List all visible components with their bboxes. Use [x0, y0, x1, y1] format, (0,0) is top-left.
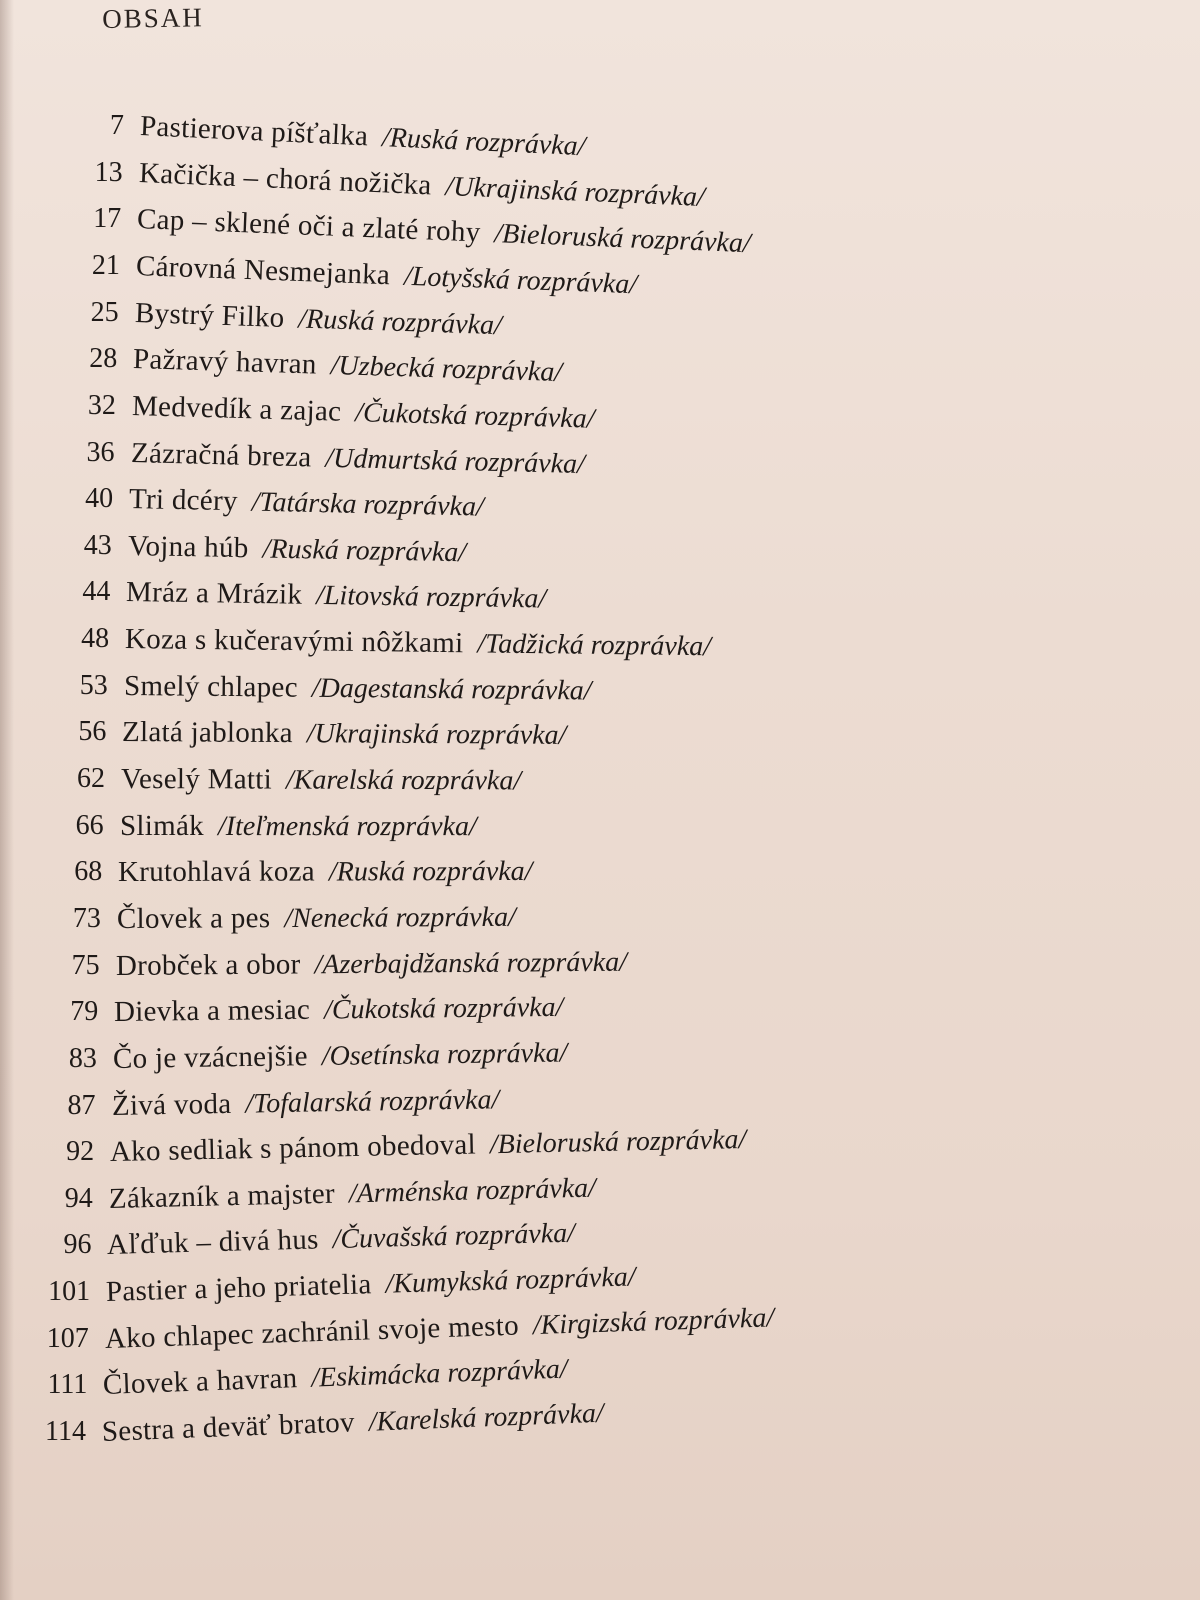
toc-title: Veselý Matti: [120, 763, 273, 796]
toc-page-number: 25: [90, 296, 119, 328]
toc-entry-line: [118, 851, 533, 897]
toc-title: Čo je vzácnejšie: [112, 1040, 308, 1075]
toc-origin: /Azerbajdžanská rozprávka/: [313, 946, 627, 980]
toc-title: Krutohlavá koza: [118, 855, 316, 889]
toc-origin: /Čukotská rozprávka/: [354, 396, 595, 435]
toc-origin: /Ukrajinská rozprávka/: [444, 170, 706, 213]
toc-page-number: 62: [77, 763, 105, 794]
toc-origin: /Tofalarská rozprávka/: [244, 1083, 500, 1120]
toc-origin: /Kirgizská rozprávka/: [532, 1302, 775, 1341]
toc-page-number: 44: [82, 576, 111, 608]
toc-title: Pastier a jeho priatelia: [105, 1268, 373, 1309]
toc-title: Aľďuk – divá hus: [106, 1223, 320, 1262]
toc-origin: /Arménska rozprávka/: [348, 1172, 597, 1210]
toc-origin: /Eskimácka rozprávka/: [311, 1353, 569, 1394]
toc-title: Zázračná breza: [130, 436, 312, 473]
toc-origin: /Ukrajinská rozprávka/: [307, 718, 567, 752]
toc-origin: /Čuvašská rozprávka/: [332, 1218, 576, 1256]
toc-title: Smelý chlapec: [123, 669, 298, 704]
toc-title: Zlatá jablonka: [122, 716, 294, 750]
toc-origin: /Bieloruská rozprávka/: [489, 1124, 747, 1161]
toc-title: Cap – sklené oči a zlaté rohy: [136, 203, 482, 249]
toc-title: Koza s kučeravými nôžkami: [124, 623, 464, 660]
toc-origin: /Tatárska rozprávka/: [251, 486, 485, 523]
toc-page-number: 40: [85, 483, 114, 515]
toc-entry-line: [111, 1079, 499, 1131]
toc-page-number: 94: [64, 1182, 93, 1214]
toc-origin: /Čukotská rozprávka/: [324, 992, 564, 1026]
toc-origin: /Udmurtská rozprávka/: [324, 442, 585, 480]
toc-title: Živá voda: [111, 1087, 232, 1122]
toc-page-number: 79: [70, 996, 99, 1028]
toc-entry-line: [113, 1032, 568, 1084]
toc-page-number: 114: [45, 1416, 86, 1447]
toc-entry-line: [129, 479, 485, 532]
toc-page-number: 17: [93, 203, 122, 235]
toc-page-number: 21: [91, 249, 120, 281]
toc-entry-line: [114, 987, 564, 1037]
toc-origin: /Uzbecká rozprávka/: [330, 350, 563, 389]
toc-page-number: 101: [48, 1276, 91, 1308]
toc-page-number: 28: [89, 343, 118, 375]
toc-page-number: 96: [63, 1229, 92, 1261]
toc-origin: /Dagestanská rozprávka/: [311, 672, 592, 707]
toc-page-number: 75: [71, 949, 100, 981]
toc-origin: /Kumykská rozprávka/: [385, 1261, 637, 1300]
toc-origin: /Osetínska rozprávka/: [321, 1037, 568, 1072]
toc-page-number: 92: [66, 1136, 95, 1168]
toc-page-number: 43: [83, 529, 112, 561]
toc-origin: /Nenecká rozprávka/: [284, 901, 516, 935]
toc-page-number: 7: [110, 110, 124, 141]
toc-page-number: 83: [68, 1042, 97, 1074]
toc-page-number: 13: [94, 156, 123, 188]
toc-title: Mráz a Mrázik: [126, 576, 303, 612]
toc-title: Drobček a obor: [115, 947, 301, 982]
toc-origin: /Ruská rozprávka/: [329, 856, 533, 888]
toc-page-number: 56: [78, 716, 107, 748]
toc-title: Pastierova píšťalka: [139, 110, 369, 153]
toc-title: Tri dcéry: [128, 483, 239, 518]
toc-title: Bystrý Filko: [134, 296, 285, 334]
toc-origin: /Ruská rozprávka/: [381, 122, 587, 163]
toc-title: Vojna húb: [127, 529, 249, 565]
toc-page-number: 73: [72, 902, 101, 934]
toc-title: Sestra a deväť bratov: [101, 1406, 356, 1448]
toc-origin: /Bieloruská rozprávka/: [494, 218, 752, 260]
toc-entry-line: [127, 526, 466, 577]
toc-entry-line: [122, 712, 567, 760]
toc-title: Človek a pes: [116, 902, 271, 935]
toc-entry-line: [123, 666, 591, 715]
toc-page-number: 111: [47, 1369, 88, 1401]
toc-title: Medvedík a zajac: [131, 389, 342, 428]
toc-title: Človek a havran: [102, 1362, 299, 1402]
toc-origin: /Ruská rozprávka/: [297, 303, 502, 341]
toc-page-number: 87: [67, 1089, 96, 1121]
toc-origin: /Karelská rozprávka/: [368, 1397, 605, 1438]
toc-entry-line: [121, 759, 521, 805]
toc-title: Kačička – chorá nožička: [138, 156, 432, 202]
toc-title: Ako sedliak s pánom obedoval: [109, 1128, 477, 1169]
toc-title: Ako chlapec zachránil svoje mesto: [104, 1309, 520, 1355]
toc-title: Pažravý havran: [132, 343, 318, 381]
toc-entry-line: [115, 941, 626, 990]
toc-page-number: 48: [81, 623, 110, 655]
toc-origin: /Ruská rozprávka/: [262, 533, 467, 569]
toc-title: Dievka a mesiac: [113, 993, 311, 1029]
toc-entry-line: [120, 806, 477, 851]
toc-page-number: 32: [87, 389, 116, 421]
toc-page-number: 36: [86, 436, 115, 468]
page-heading: OBSAH: [102, 2, 205, 34]
toc-page-number: 66: [75, 809, 104, 841]
toc-entry-line: [117, 897, 516, 944]
toc-page-number: 107: [46, 1322, 89, 1354]
toc-entry-line: [126, 572, 547, 623]
toc-page-number: 68: [74, 856, 103, 888]
toc-title: Slimák: [119, 809, 204, 842]
toc-origin: /Iteľmenská rozprávka/: [217, 810, 477, 842]
toc-origin: /Tadžická rozprávka/: [477, 628, 712, 663]
toc-origin: /Litovská rozprávka/: [316, 580, 547, 615]
toc-origin: /Karelská rozprávka/: [285, 764, 522, 797]
toc-title: Zákazník a majster: [108, 1177, 336, 1215]
toc-page-number: 53: [79, 669, 108, 701]
toc-title: Cárovná Nesmejanka: [135, 249, 391, 292]
toc-entry-line: [125, 619, 712, 671]
toc-origin: /Lotyšská rozprávka/: [403, 260, 638, 301]
